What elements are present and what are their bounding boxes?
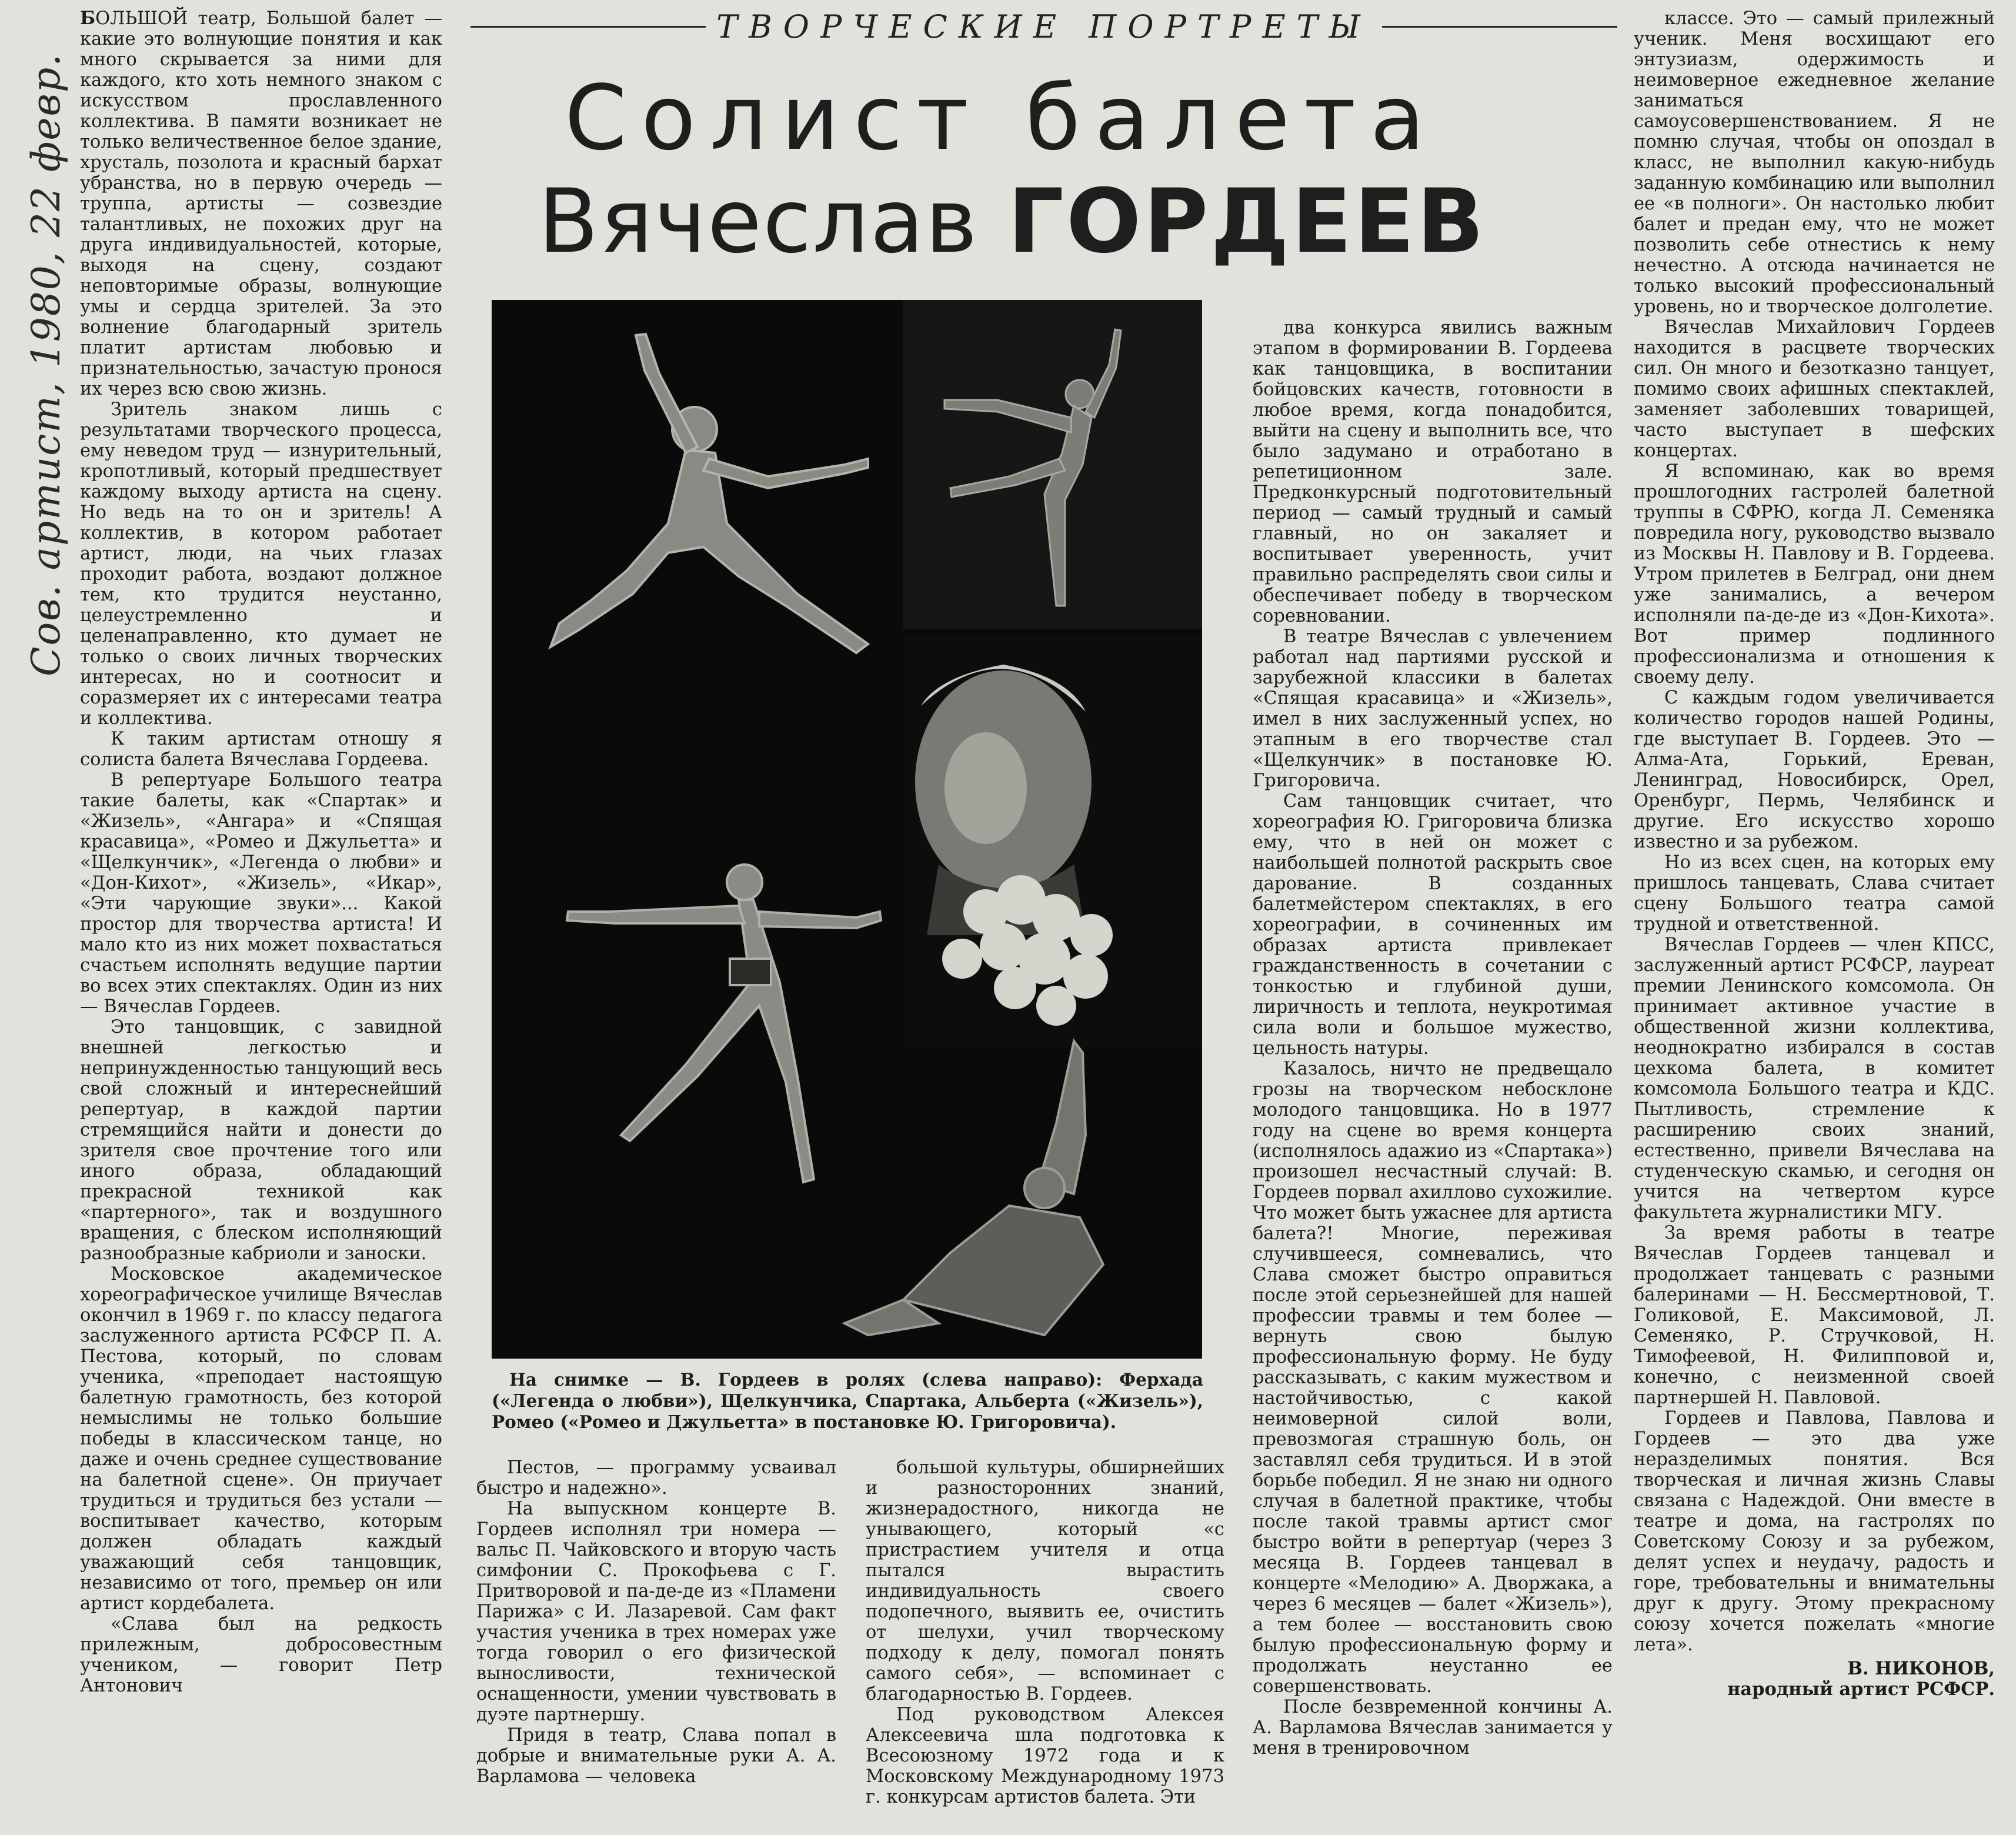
article-paragraph: два конкурса явились важным этапом в формировании В. Гордеева как танцовщика, в воспитании бойцовских качеств, готовности в любое время, когда понадобится, выйти на сцену и выполнить все, что было задумано и отработано в репетиционном зале. Предконкурсный подготовительный период — самый трудный и самый главный, но он закаляет и воспитывает уверенность, учит правильно распределять свои силы и обеспечивает победу в творческом соревновании. <box>1253 318 1613 626</box>
byline <box>1634 1659 1995 1700</box>
article-paragraph: К таким артистам отношу я солиста балета Вячеслава Гордеева. <box>80 729 442 770</box>
article-column-4 <box>1253 318 1613 1823</box>
rubric-rule-right <box>1382 26 1617 28</box>
article-paragraph: Казалось, ничто не предвещало грозы на творческом небосклоне молодого танцовщика. Но в 1977 году на сцене во время концерта (исполнялось адажио из «Спартака») произошел несчастный случай: В. Гордеев порвал ахиллово сухожилие. Что может быть ужаснее для артиста балета?! Многие, переживая случившееся, сомневались, что Слава сможет быстро оправиться после этой серьезнейшей для нашей профессии травмы и тем более — вернуть свою былую профессиональную форму. Не буду рассказывать, с каким мужеством и настойчивостью, с какой неимоверной силой воли, превозмогая страшную боль, он заставлял себя трудиться. И в этой борьбе победил. Я не знаю ни одного случая в балетной практике, чтобы после такой травмы артист смог быстро войти в репертуар (через 3 месяца В. Гордеев танцевал в концерте «Мелодию» А. Дворжака, а через 6 месяцев — балет «Жизель»), а тем более — восстановить свою былую профессиональную форму и продолжать неустанно ее совершенствовать. <box>1253 1059 1613 1697</box>
headline-line2 <box>538 171 1655 273</box>
article-paragraph: БОЛЬШОЙ театр, Большой балет — какие это волнующие понятия и как много скрывается за ними для каждого, кто хоть немного знаком с искусством прославленного коллектива. В памяти возникает не только величественное белое здание, хрусталь, позолота и красный бархат убранства, но в первую очередь — труппа, артисты — созвездие талантливых, не похожих друг на друга индивидуальностей, которые, выходя на сцену, создают неповторимые образы, волнующие умы и сердца зрителей. За это волнение благодарный зритель платит артистам любовью и признательностью, зачастую пронося их через всю свою жизнь. <box>80 8 442 399</box>
article-paragraph: «Слава был на редкость прилежным, добросовестным учеником, — говорит Петр Антонович <box>80 1614 442 1696</box>
byline-author: В. НИКОНОВ, <box>1847 1658 1995 1679</box>
headline-surname: ГОРДЕЕВ <box>1007 171 1487 273</box>
article-column-5 <box>1634 8 1995 1826</box>
photo-collage <box>492 300 1202 1359</box>
article-paragraph: Московское академическое хореографическое училище Вячеслав окончил в 1969 г. по классу педагога заслуженного артиста РСФСР П. А. Пестова, который, по словам ученика, «преподает настоящую балетную грамотность, без которой немыслимы не только большие победы в классическом танце, но даже и очень среднее существование на балетной сцене». Он приучает трудиться и трудиться без устали — воспитывает качество, которым должен обладать каждый уважающий себя танцовщик, независимо от того, премьер он или артист кордебалета. <box>80 1264 442 1614</box>
article-paragraph: Я вспоминаю, как во время прошлогодних гастролей балетной труппы в СФРЮ, когда Л. Семеняка повредила ногу, руководство вызвало из Москвы Н. Павлову и В. Гордеева. Утром прилетев в Белград, они днем уже занимались, а вечером исполняли па-де-де из «Дон-Кихота». Вот пример подлинного профессионализма и отношения к своему делу. <box>1634 461 1995 688</box>
article-paragraph: Сам танцовщик считает, что хореография Ю. Григоровича близка ему, что в ней он может с наибольшей полнотой раскрыть свое дарование. В созданных балетмейстером спектаклях, в его хореографии, в сочиненных им образах артиста привлекает гражданственность в сочетании с тонкостью и глубиной души, лиричность и теплота, неукротимая сила воли и большое мужество, цельность натуры. <box>1253 791 1613 1059</box>
article-paragraph: Это танцовщик, с завидной внешней легкостью и непринужденностью танцующий весь свой сложный и интереснейший репертуар, в каждой партии стремящийся найти и донести до зрителя свое прочтение того или иного образа, обладающий прекрасной техникой как «партерного», так и воздушного вращения, с блеском исполняющий разнообразные кабриоли и заноски. <box>80 1017 442 1264</box>
handwritten-note <box>24 52 69 676</box>
rubric-rule-left <box>470 26 706 28</box>
article-paragraph: Вячеслав Михайлович Гордеев находится в расцвете творческих сил. Он много и безотказно танцует, помимо своих афишных спектаклей, заменяет заболевших товарищей, часто выступает в шефских концертах. <box>1634 317 1995 461</box>
article-paragraph: Но из всех сцен, на которых ему пришлось танцевать, Слава считает сцену Большого театра самой трудной и ответственной. <box>1634 852 1995 935</box>
article-paragraph: классе. Это — самый прилежный ученик. Меня восхищают его энтузиазм, одержимость и неимоверное ежедневное желание заниматься самоусовершенствованием. Я не помню случая, чтобы он опоздал в класс, не выполнил какую-нибудь заданную комбинацию или выполнил ее «в полноги». Он настолько любит балет и предан ему, что не может позволить себе отнестись к нему нечестно. А отсюда начинается не только высокий профессиональный уровень, но и творческое долголетие. <box>1634 8 1995 317</box>
article-paragraph: В театре Вячеслав с увлечением работал над партиями русской и зарубежной классики в балетах «Спящая красавица» и «Жизель», имел в них заслуженный успех, но этапным в его творчестве стал «Щелкунчик» в постановке Ю. Григоровича. <box>1253 626 1613 791</box>
article-paragraph: Под руководством Алексея Алексеевича шла подготовка к Всесоюзному 1972 года и к Московскому Международному 1973 г. конкурсам артистов балета. Эти <box>866 1704 1224 1807</box>
article-paragraph: На выпускном концерте В. Гордеев исполнял три номера — вальс П. Чайковского и вторую часть симфонии С. Прокофьева с Г. Притворовой и па-де-де из «Пламени Парижа» с И. Лазаревой. Сам факт участия ученика в трех номерах уже тогда говорил о его физической выносливости, технической оснащенности, умении чувствовать в дуэте партнершу. <box>476 1499 836 1725</box>
article-column-1 <box>80 8 442 1826</box>
article-paragraph: С каждым годом увеличивается количество городов нашей Родины, где выступает В. Гордеев. Это — Алма-Ата, Горький, Ереван, Ленинград, Новосибирск, Орел, Оренбург, Пермь, Челябинск и другие. Его искусство хорошо известно и за рубежом. <box>1634 688 1995 852</box>
handwritten-note-text: Сов. артист, 1980, 22 февр. <box>24 52 69 676</box>
ballet-photo-collage <box>492 300 1202 1359</box>
headline-line1: Солист балета <box>565 66 1439 170</box>
article-paragraph: Вячеслав Гордеев — член КПСС, заслуженный артист РСФСР, лауреат премии Ленинского комсомола. Он принимает активное участие в общественной жизни коллектива, неоднократно избирался в состав цехкома балета, в комитет комсомола Большого театра и КДС. Пытливость, стремление к расширению своих знаний, естественно, привели Вячеслава на студенческую скамью, и сегодня он учится на четвертом курсе факультета журналистики МГУ. <box>1634 935 1995 1223</box>
photo-caption-text: На снимке — В. Гордеев в ролях (слева направо): Ферхада («Легенда о любви»), Щелкунчика, Спартака, Альберта («Жизель»), Ромео («Ромео и Джульетта» в постановке Ю. Григоровича). <box>492 1369 1203 1432</box>
article-paragraph: Придя в театр, Слава попал в добрые и внимательные руки А. А. Варламова — человека <box>476 1725 836 1787</box>
article-column-2 <box>476 1457 836 1822</box>
article-paragraph: После безвременной кончины А. А. Варламова Вячеслав занимается у меня в тренировочном <box>1253 1697 1613 1759</box>
article-paragraph: большой культуры, обширнейших и разносторонних знаний, жизнерадостного, никогда не унывающего, который «с пристрастием учителя и отца пытался вырастить индивидуальность своего подопечного, выявить ее, очистить от шелухи, учил творческому подходу к делу, помогал понять самого себя», — вспоминает с благодарностью В. Гордеев. <box>866 1457 1224 1704</box>
article-paragraph: За время работы в театре Вячеслав Гордеев танцевал и продолжает танцевать с разными балеринами — Н. Бессмертновой, Т. Голиковой, Е. Максимовой, Л. Семеняко, Р. Стручковой, Н. Тимофеевой, Н. Филипповой и, конечно, с неизменной своей партнершей Н. Павловой. <box>1634 1223 1995 1408</box>
article-paragraph: Зритель знаком лишь с результатами творческого процесса, ему неведом труд — изнурительный, кропотливый, который предшествует каждому выходу артиста на сцену. Но ведь на то он и зритель! А коллектив, в котором работает артист, люди, на чьих глазах проходит работа, воздают должное тем, кто трудится неустанно, целеустремленно и целенаправленно, кто думает не только о своих личных творческих интересах, но и соотносит и соразмеряет их с интересами театра и коллектива. <box>80 399 442 729</box>
headline-first-name: Вячеслав <box>538 171 979 273</box>
article-paragraph: Пестов, — программу усваивал быстро и надежно». <box>476 1457 836 1499</box>
article-column-3 <box>866 1457 1224 1822</box>
rubric-text: ТВОРЧЕСКИЕ ПОРТРЕТЫ <box>716 8 1371 45</box>
byline-title: народный артист РСФСР. <box>1727 1679 1995 1700</box>
rubric-header <box>470 8 1617 45</box>
article-paragraph: В репертуаре Большого театра такие балеты, как «Спартак» и «Жизель», «Ангара» и «Спящая красавица», «Ромео и Джульетта» и «Щелкунчик», «Легенда о любви» и «Дон-Кихот», «Жизель», «Икар», «Эти чарующие звуки»... Какой простор для творчества артиста! И мало кто из них может похвастаться счастьем исполнять ведущие партии во всех этих спектаклях. Один из них — Вячеслав Гордеев. <box>80 770 442 1017</box>
article-paragraph: Гордеев и Павлова, Павлова и Гордеев — это два уже неразделимых понятия. Вся творческая и личная жизнь Славы связана с Надеждой. Они вместе в театре и дома, на гастролях по Советскому Союзу и за рубежом, делят успех и неудачу, радость и горе, требовательны и внимательны друг к другу. Этому прекрасному союзу хочется пожелать «многие лета». <box>1634 1408 1995 1655</box>
photo-caption <box>492 1369 1203 1433</box>
